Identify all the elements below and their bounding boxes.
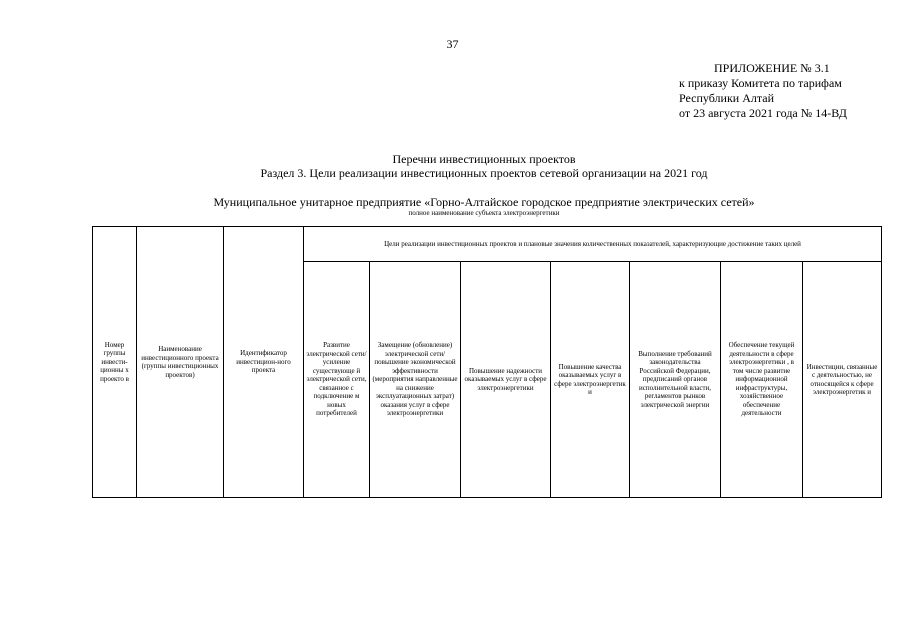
investment-goals-table <box>92 226 882 498</box>
appendix-block <box>679 61 847 121</box>
header-goal: Замещение (обновление) электрической сети/повышение экономической эффективности (мероприятия направленные на снижение эксплуатационных затрат) оказания услуг в сфере электроэнергетики <box>370 262 461 498</box>
header-group-number: Номер группы инвести-ционны х проекто в <box>93 227 137 498</box>
page-number: 37 <box>446 37 459 51</box>
header-project-name: Наименование инвестиционного проекта (группы инвестиционных проектов) <box>137 227 224 498</box>
appendix-line: к приказу Комитета по тарифам <box>679 76 842 90</box>
header-goals: Цели реализации инвестиционных проектов и плановые значения количественных показателей, характеризующие достижение таких целей <box>304 227 882 262</box>
header-goal: Развитие электрической сети/усиление существующе й электрической сети, связанное с подключение м новых потребителей <box>304 262 370 498</box>
appendix-line: от 23 августа 2021 года № 14-ВД <box>679 106 847 120</box>
header-goal: Инвестиции, связанные с деятельностью, не относящейся к сфере электроэнергетик и <box>803 262 882 498</box>
appendix-line: Республики Алтай <box>679 91 774 105</box>
header-goal: Обеспечение текущей деятельности в сфере электроэнергетики , в том числе развитие информационной инфраструктуры, хозяйственное обеспечение деятельности <box>721 262 803 498</box>
document-subtitle: Раздел 3. Цели реализации инвестиционных проектов сетевой организации на 2021 год <box>260 166 708 180</box>
organization-name: Муниципальное унитарное предприятие «Горно-Алтайское городское предприятие электрических сетей» <box>213 195 755 209</box>
header-goal: Повышение качества оказываемых услуг в сфере электроэнергетик и <box>551 262 630 498</box>
header-goal: Повышение надежности оказываемых услуг в сфере электроэнергетики <box>461 262 551 498</box>
header-goal: Выполнение требований законодательства Российской Федерации, предписаний органов исполнительной власти, регламентов рынков электрической энергии <box>630 262 721 498</box>
appendix-title: ПРИЛОЖЕНИЕ № 3.1 <box>714 61 830 75</box>
organization-caption: полное наименование субъекта электроэнергетики <box>408 209 560 217</box>
header-identifier: Идентификатор инвестицион-ного проекта <box>224 227 304 498</box>
document-title: Перечни инвестиционных проектов <box>392 152 576 166</box>
